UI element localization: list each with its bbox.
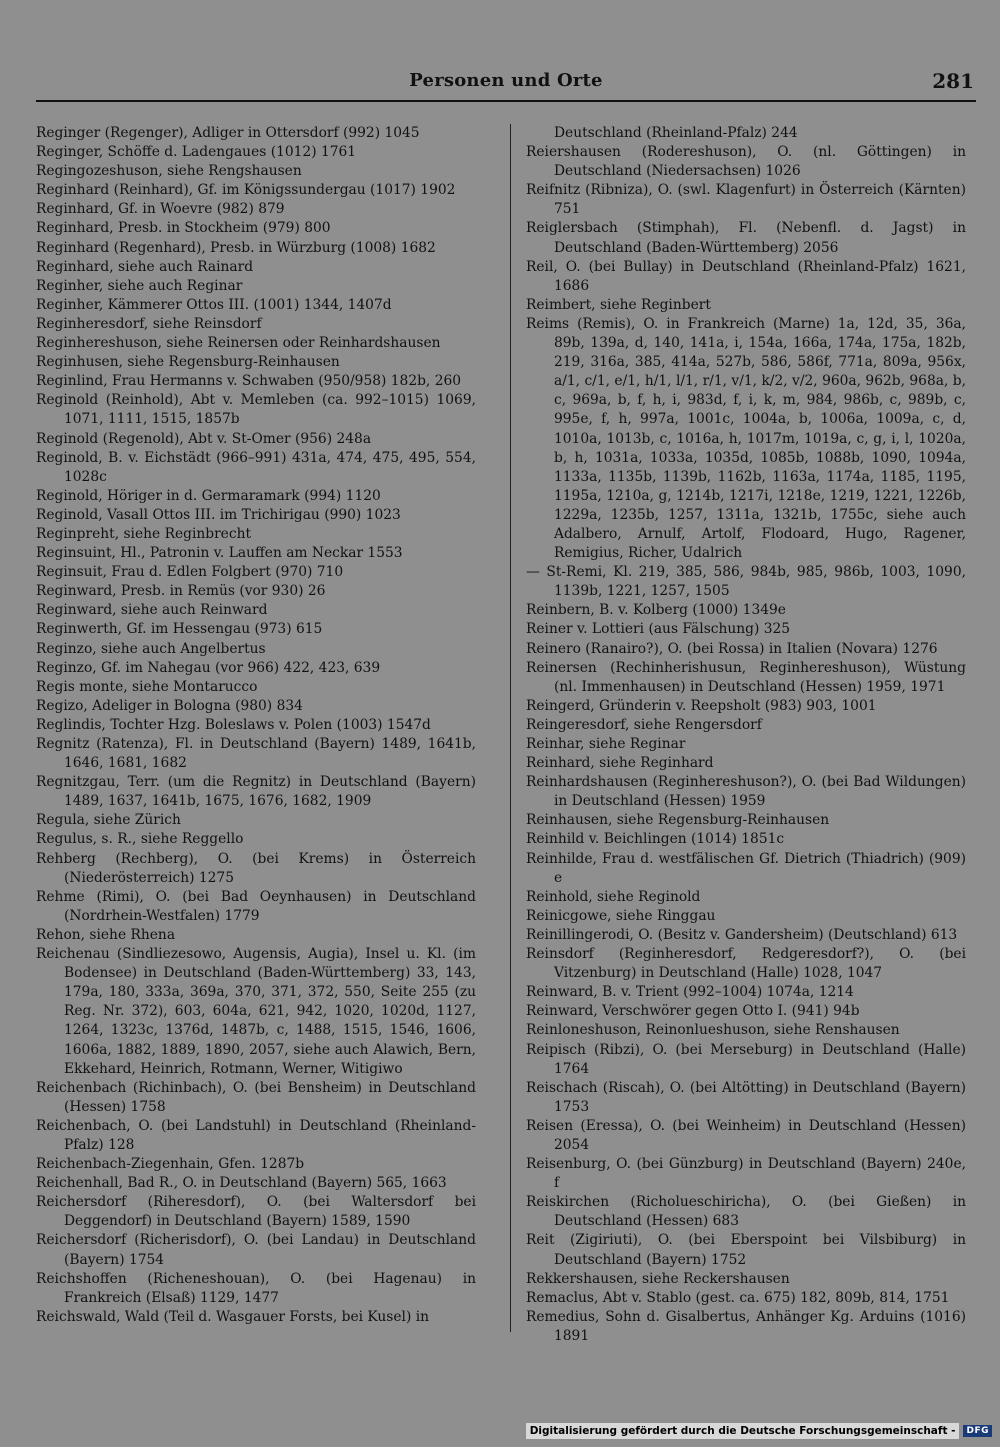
index-entry: Reingeresdorf, siehe Rengersdorf xyxy=(526,716,762,733)
index-entry: — St-Remi, Kl. 219, 385, 586, 984b, 985, 986b, 1003, 1090, 1139b, 1221, 1257, 1505 xyxy=(526,564,966,600)
index-entry: Reiner v. Lottieri (aus Fälschung) 325 xyxy=(526,621,791,638)
index-entry: Reil, O. (bei Bullay) in Deutschland (Rheinland-Pfalz) 1621, 1686 xyxy=(526,258,966,294)
index-entry: Reginwerth, Gf. im Hessengau (973) 615 xyxy=(36,621,323,638)
index-entry: Reims (Remis), O. in Frankreich (Marne) 1a, 12d, 35, 36a, 89b, 139a, d, 140, 141a, i, 154a, 166a, 174a, 175a, 182b, 219, 316a, 385, 414a, 527b, 586, 586f, 771a, 809a, 956x, a/1, c/1, e/1, h/1, l/1, r/1, v/1, k/2, v/2, 960a, 962b, 968a, b, c, 969a, b, f, h, i, 983d, f, i, k, m, 984, 986b, c, 989b, c, 995e, f, h, 997a, 1001c, 1004a, b, 1006a, 1009a, c, d, 1010a, 1013b, c, 1016a, h, 1017m, 1019a, c, g, i, l, 1020a, b, h, 1031a, 1033a, 1035d, 1085b, 1088b, 1090, 1094a, 1133a, 1135b, 1139b, 1162b, 1163a, 1174a, 1185, 1195, 1195a, 1210a, g, 1214b, 1217i, 1218e, 1219, 1221, 1226b, 1229a, 1235b, 1257, 1311a, 1321b, 1755c, siehe auch Adalbero, Arnulf, Artolf, Flodoard, Hugo, Ragener, Remigius, Richer, Udalrich xyxy=(526,315,966,562)
index-entry: Reinhardshausen (Reginhereshuson?), O. (bei Bad Wildungen) in Deutschland (Hessen) 1959 xyxy=(526,774,966,810)
index-entry: Reginhereshuson, siehe Reinersen oder Reinhardshausen xyxy=(36,335,441,352)
index-entry: Regnitzgau, Terr. (um die Regnitz) in Deutschland (Bayern) 1489, 1637, 1641b, 1675, 1676, 1682, 1909 xyxy=(36,774,476,810)
index-entry: Reichenbach-Ziegenhain, Gfen. 1287b xyxy=(36,1156,305,1173)
index-entry: Reimbert, siehe Reginbert xyxy=(526,296,711,313)
index-entry: Reinhild v. Beichlingen (1014) 1851c xyxy=(526,831,785,848)
index-entry: Reginher, Kämmerer Ottos III. (1001) 1344, 1407d xyxy=(36,296,392,313)
index-entry: Reginhard (Reinhard), Gf. im Königssundergau (1017) 1902 xyxy=(36,182,456,199)
index-entry: Reinicgowe, siehe Ringgau xyxy=(526,907,716,924)
page-header xyxy=(36,68,976,98)
index-entry: Reisenburg, O. (bei Günzburg) in Deutschland (Bayern) 240e, f xyxy=(526,1156,966,1192)
index-entry: Remedius, Sohn d. Gisalbertus, Anhänger Kg. Arduins (1016) 1891 xyxy=(526,1308,966,1344)
index-entry: Reinhard, siehe Reginhard xyxy=(526,755,714,772)
index-entry: Reit (Zigiriuti), O. (bei Eberspoint bei Vilsbiburg) in Deutschland (Bayern) 1752 xyxy=(526,1232,966,1268)
index-entry: Reinbern, B. v. Kolberg (1000) 1349e xyxy=(526,602,786,619)
index-entry: Reginzo, Gf. im Nahegau (vor 966) 422, 423, 639 xyxy=(36,659,381,676)
index-entry: Regnitz (Ratenza), Fl. in Deutschland (Bayern) 1489, 1641b, 1646, 1681, 1682 xyxy=(36,736,476,772)
index-entry: Regis monte, siehe Montarucco xyxy=(36,678,258,695)
index-entry: Reichshoffen (Richeneshouan), O. (bei Hagenau) in Frankreich (Elsaß) 1129, 1477 xyxy=(36,1270,476,1306)
index-entry: Reichersdorf (Riheresdorf), O. (bei Waltersdorf bei Deggendorf) in Deutschland (Bayern) 1589, 1590 xyxy=(36,1194,476,1230)
index-entry: Reinersen (Rechinherishusun, Reginhereshuson), Wüstung (nl. Immenhausen) in Deutschland (Hessen) 1959, 1971 xyxy=(526,659,966,695)
index-entry: Reinhar, siehe Reginar xyxy=(526,736,686,752)
index-entry: Reginsuit, Frau d. Edlen Folgbert (970) 710 xyxy=(36,564,344,581)
page-title: Personen und Orte xyxy=(409,70,603,91)
index-entry: Reinhold, siehe Reginold xyxy=(526,888,701,905)
footer xyxy=(526,1423,992,1439)
column-divider xyxy=(510,124,511,1332)
index-entry: Reichenbach, O. (bei Landstuhl) in Deutschland (Rheinland-Pfalz) 128 xyxy=(36,1117,476,1153)
index-entry: Reginhusen, siehe Regensburg-Reinhausen xyxy=(36,354,340,371)
index-entry: Reichenbach (Richinbach), O. (bei Bensheim) in Deutschland (Hessen) 1758 xyxy=(36,1079,476,1115)
index-entry: Reginold, B. v. Eichstädt (966–991) 431a, 474, 475, 495, 554, 1028c xyxy=(36,449,476,485)
index-entry: Reginzo, siehe auch Angelbertus xyxy=(36,640,266,657)
left-column xyxy=(36,124,476,1327)
index-entry: Reginold (Reinhold), Abt v. Memleben (ca. 992–1015) 1069, 1071, 1111, 1515, 1857b xyxy=(36,392,476,428)
index-entry: Reinward, B. v. Trient (992–1004) 1074a, 1214 xyxy=(526,984,854,1001)
index-entry: Rehme (Rimi), O. (bei Bad Oeynhausen) in Deutschland (Nordrhein-Westfalen) 1779 xyxy=(36,888,476,924)
index-entry: Reginger (Regenger), Adliger in Ottersdorf (992) 1045 xyxy=(36,125,420,141)
index-entry: Reingerd, Gründerin v. Reepsholt (983) 903, 1001 xyxy=(526,697,877,714)
index-entry: Rehberg (Rechberg), O. (bei Krems) in Österreich (Niederösterreich) 1275 xyxy=(36,850,476,886)
index-entry: Reinhilde, Frau d. westfälischen Gf. Dietrich (Thiadrich) (909) e xyxy=(526,850,966,886)
index-entry-continuation: Deutschland (Rheinland-Pfalz) 244 xyxy=(554,125,798,141)
index-entry: Reginpreht, siehe Reginbrecht xyxy=(36,525,252,542)
index-entry: Reginward, Presb. in Remüs (vor 930) 26 xyxy=(36,583,326,600)
index-entry: Reginold, Vasall Ottos III. im Trichirigau (990) 1023 xyxy=(36,506,401,523)
index-entry: Rehon, siehe Rhena xyxy=(36,926,176,943)
index-entry: Reginger, Schöffe d. Ladengaues (1012) 1761 xyxy=(36,144,357,161)
right-column xyxy=(526,124,966,1346)
dfg-logo: DFG xyxy=(963,1425,992,1437)
index-entry: Reginhard (Regenhard), Presb. in Würzburg (1008) 1682 xyxy=(36,239,436,256)
index-entry: Reginold, Höriger in d. Germaramark (994) 1120 xyxy=(36,487,381,504)
index-entry: Reinloneshuson, Reinonlueshuson, siehe Renshausen xyxy=(526,1022,900,1039)
index-entry: Reinsdorf (Reginheresdorf, Redgeresdorf?), O. (bei Vitzenburg) in Deutschland (Halle) 1028, 1047 xyxy=(526,946,966,982)
index-entry: Reglindis, Tochter Hzg. Boleslaws v. Polen (1003) 1547d xyxy=(36,716,431,733)
index-entry: Reinward, Verschwörer gegen Otto I. (941) 94b xyxy=(526,1003,860,1020)
index-entry: Reisen (Eressa), O. (bei Weinheim) in Deutschland (Hessen) 2054 xyxy=(526,1117,966,1153)
index-entry: Reiglersbach (Stimphah), Fl. (Nebenfl. d. Jagst) in Deutschland (Baden-Württemberg) 2056 xyxy=(526,220,966,256)
index-entry: Reipisch (Ribzi), O. (bei Merseburg) in Deutschland (Halle) 1764 xyxy=(526,1041,966,1077)
index-entry: Reginheresdorf, siehe Reinsdorf xyxy=(36,315,262,332)
page-number: 281 xyxy=(932,69,974,93)
index-entry: Reginher, siehe auch Reginar xyxy=(36,277,243,294)
index-entry: Reiershausen (Rodereshuson), O. (nl. Göttingen) in Deutschland (Niedersachsen) 1026 xyxy=(526,144,966,180)
index-entry: Reginward, siehe auch Reinward xyxy=(36,602,268,619)
index-entry: Regulus, s. R., siehe Reggello xyxy=(36,831,244,848)
index-entry: Reinillingerodi, O. (Besitz v. Gandersheim) (Deutschland) 613 xyxy=(526,926,958,943)
index-entry: Rekkershausen, siehe Reckershausen xyxy=(526,1270,790,1287)
index-entry: Reginsuint, Hl., Patronin v. Lauffen am Neckar 1553 xyxy=(36,545,403,562)
index-entry: Reischach (Riscah), O. (bei Altötting) in Deutschland (Bayern) 1753 xyxy=(526,1079,966,1115)
index-entry: Reginhard, Presb. in Stockheim (979) 800 xyxy=(36,220,331,237)
index-entry: Reginold (Regenold), Abt v. St-Omer (956) 248a xyxy=(36,430,372,447)
index-entry: Regizo, Adeliger in Bologna (980) 834 xyxy=(36,697,303,714)
index-entry: Reichswald, Wald (Teil d. Wasgauer Forsts, bei Kusel) in xyxy=(36,1308,430,1325)
index-entry: Reinhausen, siehe Regensburg-Reinhausen xyxy=(526,812,830,829)
index-entry: Reichenau (Sindliezesowo, Augensis, Augia), Insel u. Kl. (im Bodensee) in Deutschland (Baden-Württemberg) 33, 143, 179a, 180, 333a, 369a, 370, 371, 372, 550, Seite 255 (zu Reg. Nr. 372), 603, 604a, 621, 942, 1020, 1020d, 1127, 1264, 1323c, 1376d, 1487b, c, 1488, 1515, 1546, 1606, 1606a, 1882, 1889, 1890, 2057, siehe auch Alawich, Bern, Ekkehard, Heinrich, Rotmann, Werner, Witigiwo xyxy=(36,946,476,1077)
index-entry: Remaclus, Abt v. Stablo (gest. ca. 675) 182, 809b, 814, 1751 xyxy=(526,1289,950,1306)
index-entry: Reiskirchen (Richolueschiricha), O. (bei Gießen) in Deutschland (Hessen) 683 xyxy=(526,1194,966,1230)
header-rule xyxy=(36,100,976,102)
index-entry: Reifnitz (Ribniza), O. (swl. Klagenfurt) in Österreich (Kärnten) 751 xyxy=(526,182,966,218)
index-entry: Reginhard, siehe auch Rainard xyxy=(36,258,254,275)
footer-text: Digitalisierung gefördert durch die Deutsche Forschungsgemeinschaft - xyxy=(526,1423,960,1439)
index-entry: Reichenhall, Bad R., O. in Deutschland (Bayern) 565, 1663 xyxy=(36,1175,447,1192)
index-entry: Reinero (Ranairo?), O. (bei Rossa) in Italien (Novara) 1276 xyxy=(526,640,938,657)
index-entry: Reichersdorf (Richerisdorf), O. (bei Landau) in Deutschland (Bayern) 1754 xyxy=(36,1232,476,1268)
index-entry: Reginhard, Gf. in Woevre (982) 879 xyxy=(36,201,285,218)
index-entry: Reginlind, Frau Hermanns v. Schwaben (950/958) 182b, 260 xyxy=(36,373,462,390)
index-entry: Regula, siehe Zürich xyxy=(36,812,181,829)
index-entry: Regingozeshuson, siehe Rengshausen xyxy=(36,163,302,180)
